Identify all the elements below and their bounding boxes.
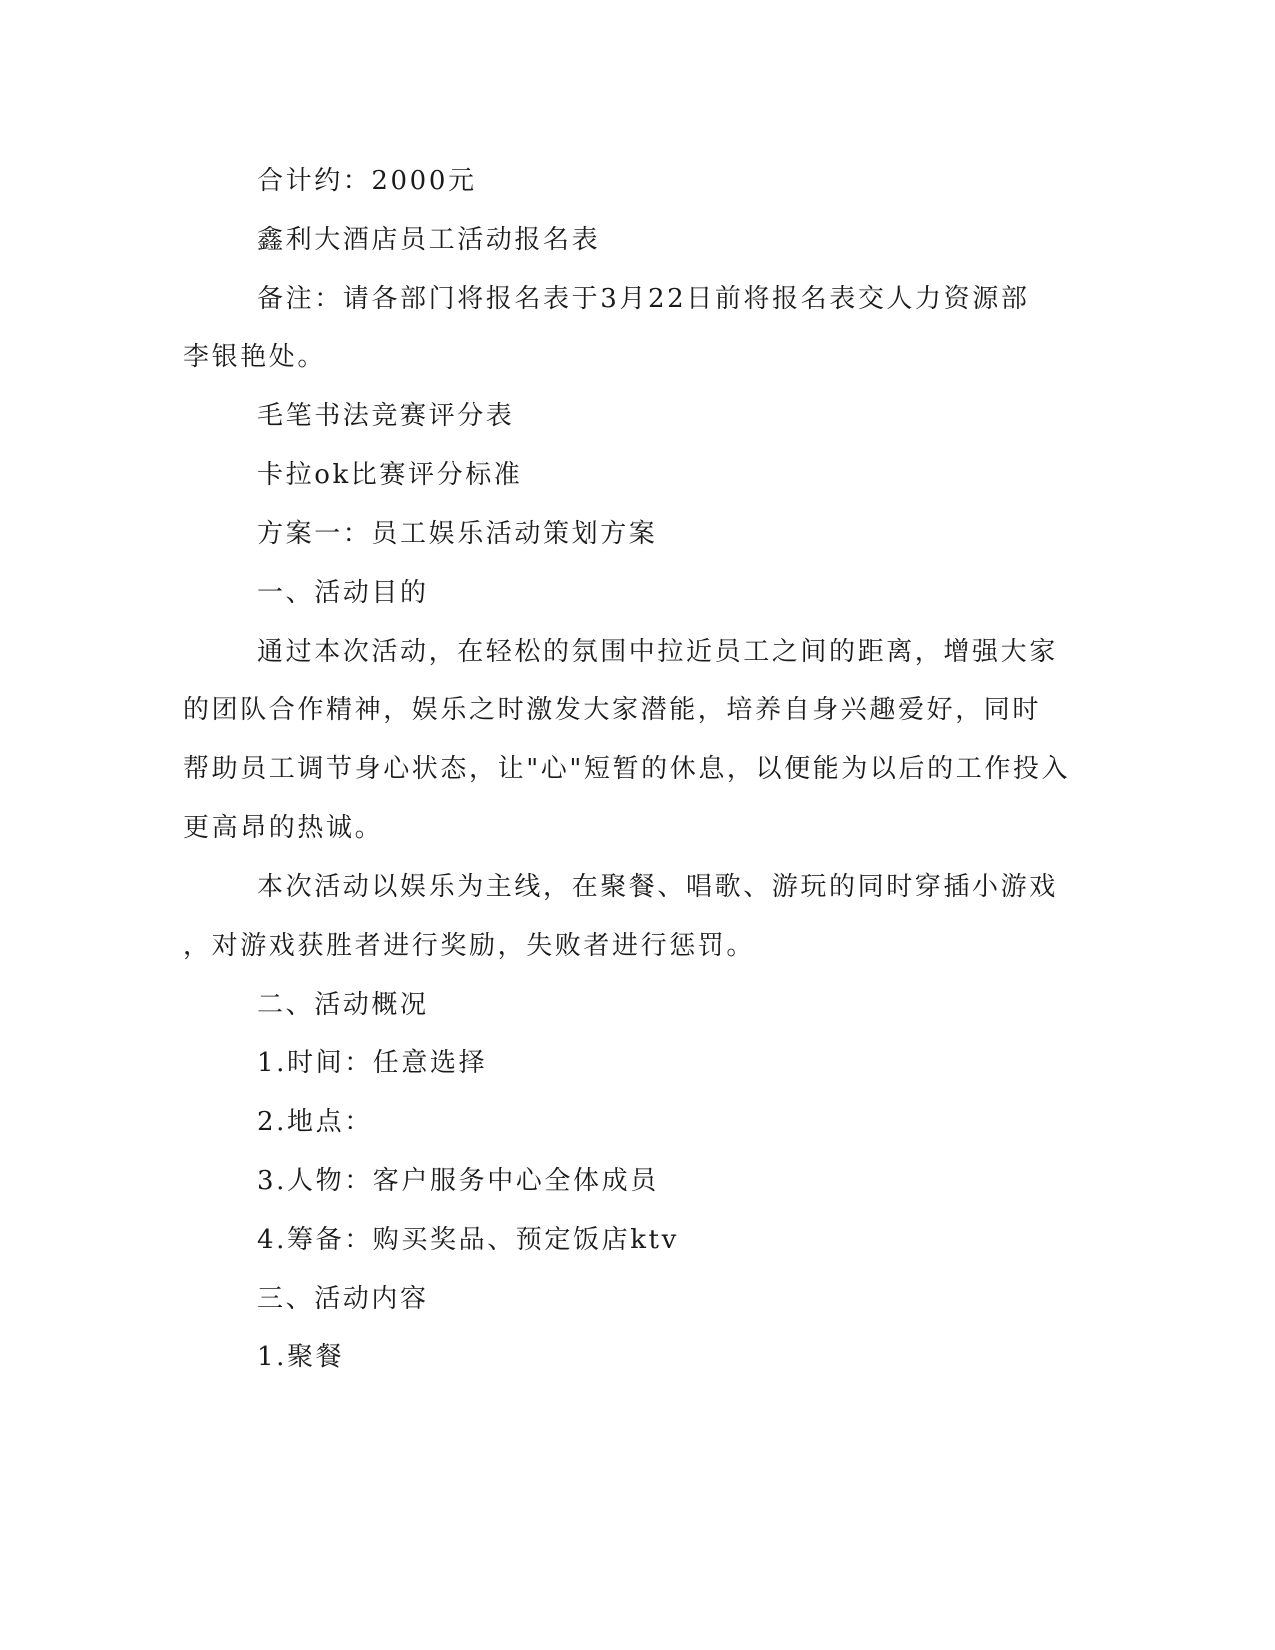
total-cost-line: 合计约：2000元 [257, 166, 477, 196]
registration-form-title: 鑫利大酒店员工活动报名表 [257, 225, 601, 255]
remark-line: 备注：请各部门将报名表于3月22日前将报名表交人力资源部 [257, 284, 1030, 314]
karaoke-score-title: 卡拉ok比赛评分标准 [257, 460, 523, 490]
overview-location-item: 2.地点： [257, 1107, 373, 1137]
plan-one-heading: 方案一：员工娱乐活动策划方案 [257, 519, 658, 549]
overview-time-item: 1.时间：任意选择 [257, 1048, 488, 1078]
calligraphy-score-title: 毛笔书法竞赛评分表 [257, 401, 515, 431]
section-heading-content: 三、活动内容 [257, 1284, 429, 1314]
overview-preparation-item: 4.筹备：购买奖品、预定饭店ktv [257, 1225, 679, 1255]
section-heading-overview: 二、活动概况 [257, 990, 429, 1020]
purpose-paragraph-line: 帮助员工调节身心状态，让"心"短暂的休息，以便能为以后的工作投入 [183, 754, 1071, 784]
purpose-paragraph-line: 通过本次活动，在轻松的氛围中拉近员工之间的距离，增强大家 [257, 637, 1058, 667]
overview-people-item: 3.人物：客户服务中心全体成员 [257, 1166, 659, 1196]
remark-line-continued: 李银艳处。 [183, 342, 327, 372]
content-item-dinner: 1.聚餐 [257, 1342, 345, 1372]
purpose-paragraph-line: 的团队合作精神，娱乐之时激发大家潜能，培养自身兴趣爱好，同时 [183, 695, 1042, 725]
purpose-paragraph-line: 更高昂的热诚。 [183, 813, 384, 843]
theme-paragraph-line: ，对游戏获胜者进行奖励，失败者进行惩罚。 [183, 931, 756, 961]
theme-paragraph-line: 本次活动以娱乐为主线，在聚餐、唱歌、游玩的同时穿插小游戏 [257, 872, 1058, 902]
section-heading-purpose: 一、活动目的 [257, 578, 429, 608]
